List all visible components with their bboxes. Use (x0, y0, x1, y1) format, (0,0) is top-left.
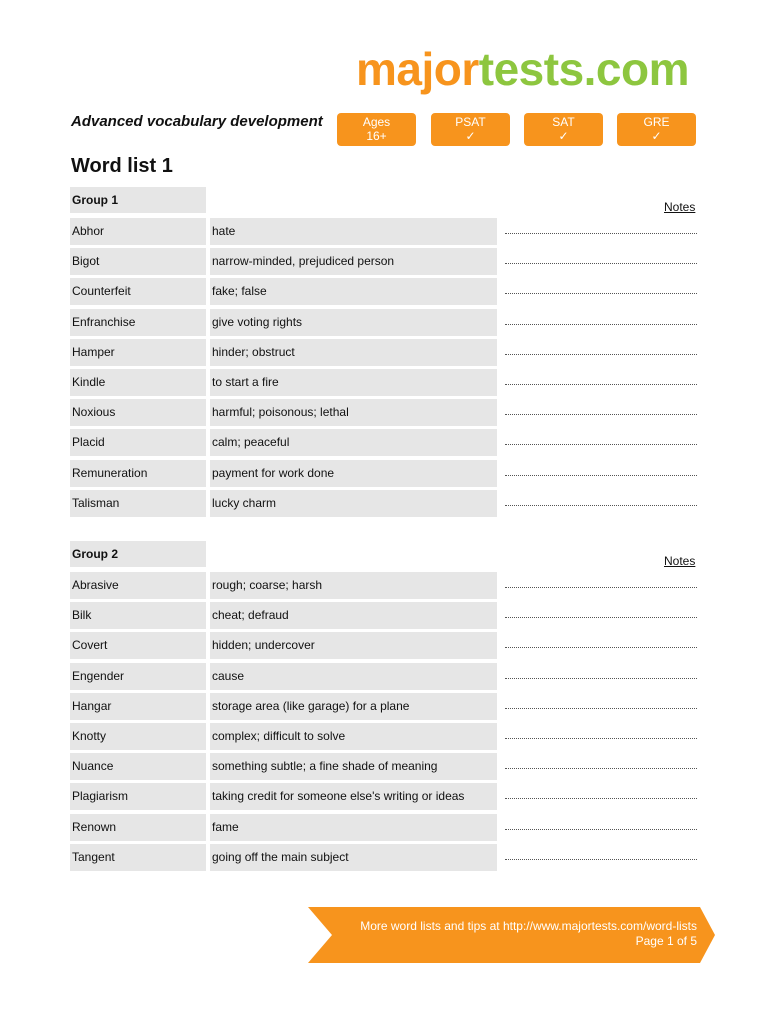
notes-line (505, 353, 697, 355)
vocab-definition: payment for work done (210, 460, 497, 487)
vocab-word: Hangar (70, 693, 206, 720)
vocab-definition: fake; false (210, 278, 497, 305)
vocab-definition: rough; coarse; harsh (210, 572, 497, 599)
vocab-word: Engender (70, 663, 206, 690)
notes-line (505, 767, 697, 769)
vocab-definition: lucky charm (210, 490, 497, 517)
notes-line (505, 797, 697, 799)
vocab-definition: hate (210, 218, 497, 245)
notes-line (505, 413, 697, 415)
notes-line (505, 383, 697, 385)
page-title: Word list 1 (71, 155, 173, 177)
group-header: Group 1 (70, 187, 206, 213)
vocab-word: Kindle (70, 369, 206, 396)
logo-major-text: major (356, 43, 479, 95)
vocab-definition: cause (210, 663, 497, 690)
vocab-word: Bilk (70, 602, 206, 629)
vocab-word: Knotty (70, 723, 206, 750)
vocab-word: Nuance (70, 753, 206, 780)
vocab-word: Remuneration (70, 460, 206, 487)
vocab-definition: calm; peaceful (210, 429, 497, 456)
vocab-definition: hinder; obstruct (210, 339, 497, 366)
footer-page-number: Page 1 of 5 (635, 934, 697, 948)
vocab-definition: give voting rights (210, 309, 497, 336)
notes-line (505, 323, 697, 325)
badge-line1: SAT (552, 115, 575, 129)
notes-line (505, 292, 697, 294)
notes-line (505, 262, 697, 264)
vocab-definition: storage area (like garage) for a plane (210, 693, 497, 720)
vocab-word: Plagiarism (70, 783, 206, 810)
badge-check-icon: ✓ (558, 129, 569, 143)
badge-check-icon: ✓ (651, 129, 662, 143)
vocab-definition: going off the main subject (210, 844, 497, 871)
vocab-definition: cheat; defraud (210, 602, 497, 629)
vocab-word: Abhor (70, 218, 206, 245)
vocab-word: Hamper (70, 339, 206, 366)
badge-line1: Ages (362, 115, 391, 129)
vocab-word: Enfranchise (70, 309, 206, 336)
notes-line (505, 616, 697, 618)
vocab-word: Placid (70, 429, 206, 456)
vocab-word: Bigot (70, 248, 206, 275)
notes-line (505, 232, 697, 234)
footer-text (360, 919, 697, 949)
notes-line (505, 646, 697, 648)
vocab-word: Tangent (70, 844, 206, 871)
notes-line (505, 586, 697, 588)
majortests-logo (356, 42, 689, 96)
notes-line (505, 828, 697, 830)
group-header: Group 2 (70, 541, 206, 567)
notes-label: Notes (664, 200, 696, 214)
badge-sat (524, 113, 603, 146)
vocab-word: Noxious (70, 399, 206, 426)
footer-more-link[interactable]: More word lists and tips at http://www.majortests.com/word-lists (360, 919, 697, 933)
vocab-definition: complex; difficult to solve (210, 723, 497, 750)
vocab-definition: something subtle; a fine shade of meaning (210, 753, 497, 780)
badge-psat (431, 113, 510, 146)
logo-tests-text: tests.com (478, 43, 690, 95)
notes-line (505, 737, 697, 739)
vocab-definition: narrow-minded, prejudiced person (210, 248, 497, 275)
vocab-word: Renown (70, 814, 206, 841)
vocab-word: Counterfeit (70, 278, 206, 305)
notes-line (505, 858, 697, 860)
vocab-word: Covert (70, 632, 206, 659)
badge-line1: PSAT (455, 115, 486, 129)
vocab-definition: to start a fire (210, 369, 497, 396)
notes-line (505, 504, 697, 506)
badge-line1: GRE (643, 115, 670, 129)
vocab-definition: taking credit for someone else's writing or ideas (210, 783, 497, 810)
page-subtitle: Advanced vocabulary development (71, 113, 323, 130)
notes-line (505, 474, 697, 476)
vocab-word: Talisman (70, 490, 206, 517)
vocab-definition: harmful; poisonous; lethal (210, 399, 497, 426)
badge-gre (617, 113, 696, 146)
badge-ages (337, 113, 416, 146)
vocab-word: Abrasive (70, 572, 206, 599)
badge-line2: 16+ (366, 129, 387, 143)
vocab-definition: fame (210, 814, 497, 841)
notes-line (505, 677, 697, 679)
notes-label: Notes (664, 554, 696, 568)
notes-line (505, 707, 697, 709)
vocab-definition: hidden; undercover (210, 632, 497, 659)
badge-check-icon: ✓ (465, 129, 476, 143)
notes-line (505, 443, 697, 445)
